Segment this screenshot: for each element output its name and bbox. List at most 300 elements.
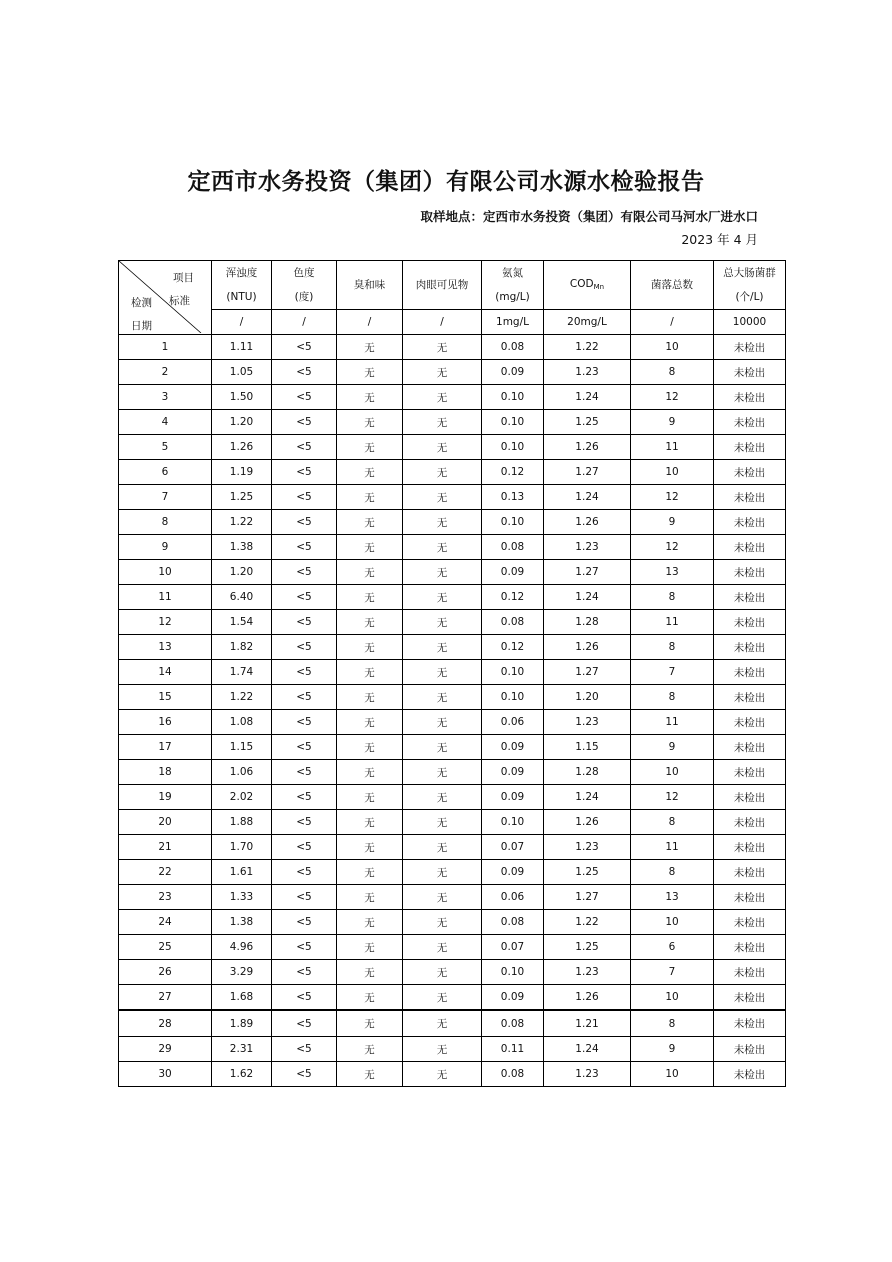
value-cell: 无	[337, 860, 403, 885]
value-cell: <5	[272, 935, 337, 960]
value-cell: 未检出	[714, 910, 786, 935]
value-cell: 无	[337, 435, 403, 460]
value-cell: 无	[403, 935, 482, 960]
column-header: 菌落总数	[631, 261, 714, 310]
value-cell: 无	[403, 485, 482, 510]
day-cell: 13	[119, 635, 212, 660]
value-cell: 0.09	[482, 560, 544, 585]
value-cell: 7	[631, 660, 714, 685]
value-cell: 1.24	[544, 385, 631, 410]
value-cell: 9	[631, 1037, 714, 1062]
value-cell: <5	[272, 985, 337, 1011]
table-row	[119, 1062, 786, 1087]
value-cell: 1.26	[544, 810, 631, 835]
value-cell: 无	[403, 410, 482, 435]
value-cell: <5	[272, 835, 337, 860]
value-cell: 无	[403, 360, 482, 385]
value-cell: 无	[337, 510, 403, 535]
value-cell: 无	[337, 710, 403, 735]
day-cell: 7	[119, 485, 212, 510]
value-cell: 10	[631, 985, 714, 1011]
value-cell: 1.05	[212, 360, 272, 385]
value-cell: 10	[631, 1062, 714, 1087]
value-cell: 0.10	[482, 660, 544, 685]
value-cell: 无	[337, 1010, 403, 1037]
value-cell: 未检出	[714, 935, 786, 960]
day-cell: 19	[119, 785, 212, 810]
value-cell: 2.31	[212, 1037, 272, 1062]
value-cell: 无	[403, 585, 482, 610]
value-cell: 1.28	[544, 760, 631, 785]
table-row	[119, 510, 786, 535]
value-cell: 1.06	[212, 760, 272, 785]
value-cell: 无	[337, 460, 403, 485]
value-cell: 无	[403, 460, 482, 485]
value-cell: <5	[272, 1010, 337, 1037]
table-row	[119, 810, 786, 835]
value-cell: 0.12	[482, 635, 544, 660]
day-cell: 4	[119, 410, 212, 435]
value-cell: 1.23	[544, 360, 631, 385]
value-cell: 无	[337, 885, 403, 910]
day-cell: 6	[119, 460, 212, 485]
value-cell: 未检出	[714, 685, 786, 710]
standard-cell: 10000	[714, 310, 786, 335]
value-cell: <5	[272, 585, 337, 610]
value-cell: <5	[272, 810, 337, 835]
value-cell: 未检出	[714, 710, 786, 735]
value-cell: 未检出	[714, 360, 786, 385]
value-cell: 0.10	[482, 685, 544, 710]
value-cell: 1.20	[212, 410, 272, 435]
value-cell: 12	[631, 785, 714, 810]
value-cell: 无	[337, 1062, 403, 1087]
value-cell: 8	[631, 360, 714, 385]
value-cell: 无	[403, 1010, 482, 1037]
value-cell: 10	[631, 760, 714, 785]
value-cell: 无	[337, 660, 403, 685]
value-cell: 未检出	[714, 985, 786, 1011]
value-cell: 0.08	[482, 910, 544, 935]
value-cell: <5	[272, 885, 337, 910]
value-cell: 1.24	[544, 1037, 631, 1062]
day-cell: 14	[119, 660, 212, 685]
value-cell: <5	[272, 335, 337, 360]
value-cell: <5	[272, 860, 337, 885]
value-cell: 1.38	[212, 910, 272, 935]
value-cell: 12	[631, 385, 714, 410]
table-row	[119, 435, 786, 460]
column-header: 肉眼可见物	[403, 261, 482, 310]
value-cell: 无	[337, 385, 403, 410]
table-row	[119, 960, 786, 985]
value-cell: 1.20	[212, 560, 272, 585]
value-cell: 1.22	[212, 510, 272, 535]
value-cell: 未检出	[714, 560, 786, 585]
value-cell: <5	[272, 560, 337, 585]
value-cell: 9	[631, 510, 714, 535]
table-row	[119, 760, 786, 785]
value-cell: 1.23	[544, 535, 631, 560]
corner-detect-label: 检测	[131, 297, 152, 309]
value-cell: 8	[631, 810, 714, 835]
day-cell: 8	[119, 510, 212, 535]
day-cell: 30	[119, 1062, 212, 1087]
day-cell: 18	[119, 760, 212, 785]
value-cell: 未检出	[714, 335, 786, 360]
value-cell: 无	[403, 760, 482, 785]
value-cell: 1.26	[544, 510, 631, 535]
value-cell: 1.15	[212, 735, 272, 760]
value-cell: 无	[337, 1037, 403, 1062]
table-row	[119, 410, 786, 435]
value-cell: 1.20	[544, 685, 631, 710]
value-cell: 无	[403, 885, 482, 910]
column-header: $COD_{Mn}$	[544, 261, 631, 310]
value-cell: 无	[403, 335, 482, 360]
value-cell: 0.12	[482, 460, 544, 485]
value-cell: 1.25	[212, 485, 272, 510]
value-cell: <5	[272, 910, 337, 935]
day-cell: 11	[119, 585, 212, 610]
day-cell: 9	[119, 535, 212, 560]
value-cell: 1.23	[544, 710, 631, 735]
value-cell: 1.88	[212, 810, 272, 835]
corner-day-label: 日期	[131, 320, 152, 332]
value-cell: 8	[631, 585, 714, 610]
day-cell: 23	[119, 885, 212, 910]
value-cell: 11	[631, 435, 714, 460]
table-row	[119, 1010, 786, 1037]
value-cell: 8	[631, 635, 714, 660]
value-cell: <5	[272, 535, 337, 560]
value-cell: 未检出	[714, 860, 786, 885]
value-cell: 1.61	[212, 860, 272, 885]
value-cell: 1.26	[544, 635, 631, 660]
value-cell: 0.09	[482, 735, 544, 760]
day-cell: 29	[119, 1037, 212, 1062]
value-cell: 0.11	[482, 1037, 544, 1062]
value-cell: 未检出	[714, 460, 786, 485]
value-cell: 0.08	[482, 610, 544, 635]
value-cell: 0.07	[482, 935, 544, 960]
table-row	[119, 535, 786, 560]
value-cell: 未检出	[714, 1062, 786, 1087]
table-row	[119, 385, 786, 410]
value-cell: 无	[337, 935, 403, 960]
day-cell: 5	[119, 435, 212, 460]
value-cell: 0.09	[482, 860, 544, 885]
table-row	[119, 935, 786, 960]
standard-cell: /	[272, 310, 337, 335]
value-cell: 无	[403, 535, 482, 560]
table-row	[119, 460, 786, 485]
corner-header-cell	[119, 261, 212, 335]
column-header: 臭和味	[337, 261, 403, 310]
table-row	[119, 860, 786, 885]
value-cell: 无	[337, 785, 403, 810]
table-row	[119, 335, 786, 360]
value-cell: 未检出	[714, 1010, 786, 1037]
value-cell: 10	[631, 460, 714, 485]
value-cell: 0.09	[482, 360, 544, 385]
value-cell: 无	[337, 735, 403, 760]
day-cell: 20	[119, 810, 212, 835]
value-cell: 未检出	[714, 635, 786, 660]
value-cell: 1.25	[544, 935, 631, 960]
value-cell: 无	[403, 835, 482, 860]
value-cell: 无	[403, 860, 482, 885]
value-cell: 0.09	[482, 760, 544, 785]
value-cell: 0.09	[482, 785, 544, 810]
value-cell: <5	[272, 410, 337, 435]
value-cell: 无	[337, 560, 403, 585]
value-cell: 1.22	[544, 910, 631, 935]
value-cell: 1.23	[544, 1062, 631, 1087]
value-cell: <5	[272, 610, 337, 635]
value-cell: 1.23	[544, 835, 631, 860]
day-cell: 3	[119, 385, 212, 410]
value-cell: 1.23	[544, 960, 631, 985]
table-row	[119, 685, 786, 710]
table-row	[119, 360, 786, 385]
value-cell: 未检出	[714, 735, 786, 760]
table-row	[119, 560, 786, 585]
value-cell: 11	[631, 835, 714, 860]
corner-standard-label: 标准	[169, 295, 190, 307]
value-cell: 0.10	[482, 960, 544, 985]
value-cell: 无	[337, 760, 403, 785]
value-cell: <5	[272, 485, 337, 510]
value-cell: 无	[337, 335, 403, 360]
value-cell: 11	[631, 710, 714, 735]
value-cell: 1.24	[544, 485, 631, 510]
value-cell: 1.26	[544, 985, 631, 1011]
value-cell: 无	[403, 660, 482, 685]
standard-cell: /	[337, 310, 403, 335]
value-cell: 1.33	[212, 885, 272, 910]
value-cell: 1.24	[544, 585, 631, 610]
value-cell: 8	[631, 1010, 714, 1037]
table-row	[119, 710, 786, 735]
water-quality-table	[118, 260, 786, 1087]
table-row	[119, 785, 786, 810]
value-cell: 1.08	[212, 710, 272, 735]
value-cell: 13	[631, 885, 714, 910]
value-cell: 1.26	[544, 435, 631, 460]
value-cell: 无	[403, 610, 482, 635]
value-cell: 9	[631, 735, 714, 760]
day-cell: 27	[119, 985, 212, 1011]
value-cell: 无	[403, 510, 482, 535]
value-cell: <5	[272, 510, 337, 535]
value-cell: 1.89	[212, 1010, 272, 1037]
day-cell: 22	[119, 860, 212, 885]
value-cell: 1.38	[212, 535, 272, 560]
report-date: 2023 年 4 月	[681, 232, 758, 247]
value-cell: 12	[631, 485, 714, 510]
value-cell: 0.08	[482, 1010, 544, 1037]
value-cell: <5	[272, 660, 337, 685]
value-cell: <5	[272, 635, 337, 660]
value-cell: 未检出	[714, 885, 786, 910]
value-cell: 0.09	[482, 985, 544, 1011]
value-cell: 1.54	[212, 610, 272, 635]
value-cell: 0.06	[482, 885, 544, 910]
value-cell: 0.07	[482, 835, 544, 860]
value-cell: 无	[337, 960, 403, 985]
day-cell: 17	[119, 735, 212, 760]
table-row	[119, 885, 786, 910]
column-header: 氨氮 (mg/L)	[482, 261, 544, 310]
value-cell: <5	[272, 760, 337, 785]
day-cell: 15	[119, 685, 212, 710]
value-cell: <5	[272, 710, 337, 735]
value-cell: 10	[631, 335, 714, 360]
value-cell: 无	[403, 685, 482, 710]
value-cell: 11	[631, 610, 714, 635]
day-cell: 25	[119, 935, 212, 960]
corner-item-label: 项目	[173, 272, 194, 284]
value-cell: <5	[272, 785, 337, 810]
standard-cell: /	[631, 310, 714, 335]
value-cell: 无	[403, 1062, 482, 1087]
value-cell: 无	[403, 635, 482, 660]
value-cell: 2.02	[212, 785, 272, 810]
table-row	[119, 660, 786, 685]
value-cell: 6	[631, 935, 714, 960]
value-cell: 1.70	[212, 835, 272, 860]
table-row	[119, 910, 786, 935]
value-cell: 未检出	[714, 385, 786, 410]
value-cell: 未检出	[714, 485, 786, 510]
value-cell: 1.27	[544, 885, 631, 910]
value-cell: <5	[272, 735, 337, 760]
value-cell: 1.15	[544, 735, 631, 760]
value-cell: 0.10	[482, 435, 544, 460]
value-cell: 8	[631, 685, 714, 710]
day-cell: 26	[119, 960, 212, 985]
table-body	[119, 335, 786, 1087]
value-cell: 0.08	[482, 335, 544, 360]
table-row	[119, 585, 786, 610]
value-cell: <5	[272, 460, 337, 485]
day-cell: 2	[119, 360, 212, 385]
value-cell: 1.25	[544, 860, 631, 885]
value-cell: 1.27	[544, 660, 631, 685]
table-row	[119, 835, 786, 860]
value-cell: 无	[403, 1037, 482, 1062]
value-cell: 无	[403, 985, 482, 1011]
value-cell: 未检出	[714, 835, 786, 860]
value-cell: 1.24	[544, 785, 631, 810]
value-cell: 12	[631, 535, 714, 560]
value-cell: 未检出	[714, 660, 786, 685]
table-row	[119, 1037, 786, 1062]
value-cell: <5	[272, 685, 337, 710]
value-cell: 未检出	[714, 1037, 786, 1062]
value-cell: 7	[631, 960, 714, 985]
value-cell: 0.10	[482, 810, 544, 835]
day-cell: 12	[119, 610, 212, 635]
value-cell: 无	[337, 985, 403, 1011]
value-cell: 未检出	[714, 410, 786, 435]
value-cell: 1.82	[212, 635, 272, 660]
value-cell: 未检出	[714, 510, 786, 535]
value-cell: 9	[631, 410, 714, 435]
sampling-location: 取样地点：定西市水务投资（集团）有限公司马河水厂进水口	[420, 209, 758, 224]
column-header: 色度 (度)	[272, 261, 337, 310]
value-cell: 0.10	[482, 410, 544, 435]
value-cell: 1.26	[212, 435, 272, 460]
value-cell: 无	[337, 685, 403, 710]
standard-cell: 1mg/L	[482, 310, 544, 335]
value-cell: 1.28	[544, 610, 631, 635]
value-cell: 无	[403, 385, 482, 410]
value-cell: 0.10	[482, 510, 544, 535]
day-cell: 16	[119, 710, 212, 735]
table-row	[119, 985, 786, 1011]
value-cell: 未检出	[714, 810, 786, 835]
day-cell: 28	[119, 1010, 212, 1037]
value-cell: 未检出	[714, 960, 786, 985]
value-cell: 1.22	[544, 335, 631, 360]
value-cell: 无	[337, 485, 403, 510]
value-cell: 10	[631, 910, 714, 935]
value-cell: 无	[403, 960, 482, 985]
value-cell: 无	[337, 835, 403, 860]
value-cell: 3.29	[212, 960, 272, 985]
value-cell: 无	[337, 910, 403, 935]
value-cell: 1.27	[544, 560, 631, 585]
value-cell: 无	[403, 785, 482, 810]
value-cell: 未检出	[714, 535, 786, 560]
value-cell: <5	[272, 360, 337, 385]
value-cell: 无	[337, 360, 403, 385]
value-cell: 无	[337, 535, 403, 560]
column-header: 浑浊度 (NTU)	[212, 261, 272, 310]
value-cell: 无	[337, 635, 403, 660]
value-cell: 1.27	[544, 460, 631, 485]
value-cell: 1.21	[544, 1010, 631, 1037]
value-cell: 无	[337, 410, 403, 435]
value-cell: 无	[403, 560, 482, 585]
value-cell: <5	[272, 435, 337, 460]
report-title: 定西市水务投资（集团）有限公司水源水检验报告	[187, 169, 705, 195]
value-cell: 1.68	[212, 985, 272, 1011]
value-cell: 0.10	[482, 385, 544, 410]
value-cell: 无	[337, 610, 403, 635]
value-cell: 0.08	[482, 535, 544, 560]
day-cell: 1	[119, 335, 212, 360]
value-cell: 1.19	[212, 460, 272, 485]
value-cell: 6.40	[212, 585, 272, 610]
value-cell: 无	[403, 810, 482, 835]
value-cell: 未检出	[714, 785, 786, 810]
standard-cell: 20mg/L	[544, 310, 631, 335]
value-cell: <5	[272, 385, 337, 410]
value-cell: 1.25	[544, 410, 631, 435]
value-cell: 未检出	[714, 435, 786, 460]
value-cell: 未检出	[714, 585, 786, 610]
standard-cell: /	[212, 310, 272, 335]
table-row	[119, 610, 786, 635]
value-cell: 1.62	[212, 1062, 272, 1087]
day-cell: 21	[119, 835, 212, 860]
value-cell: 无	[403, 710, 482, 735]
value-cell: <5	[272, 1062, 337, 1087]
value-cell: 未检出	[714, 760, 786, 785]
